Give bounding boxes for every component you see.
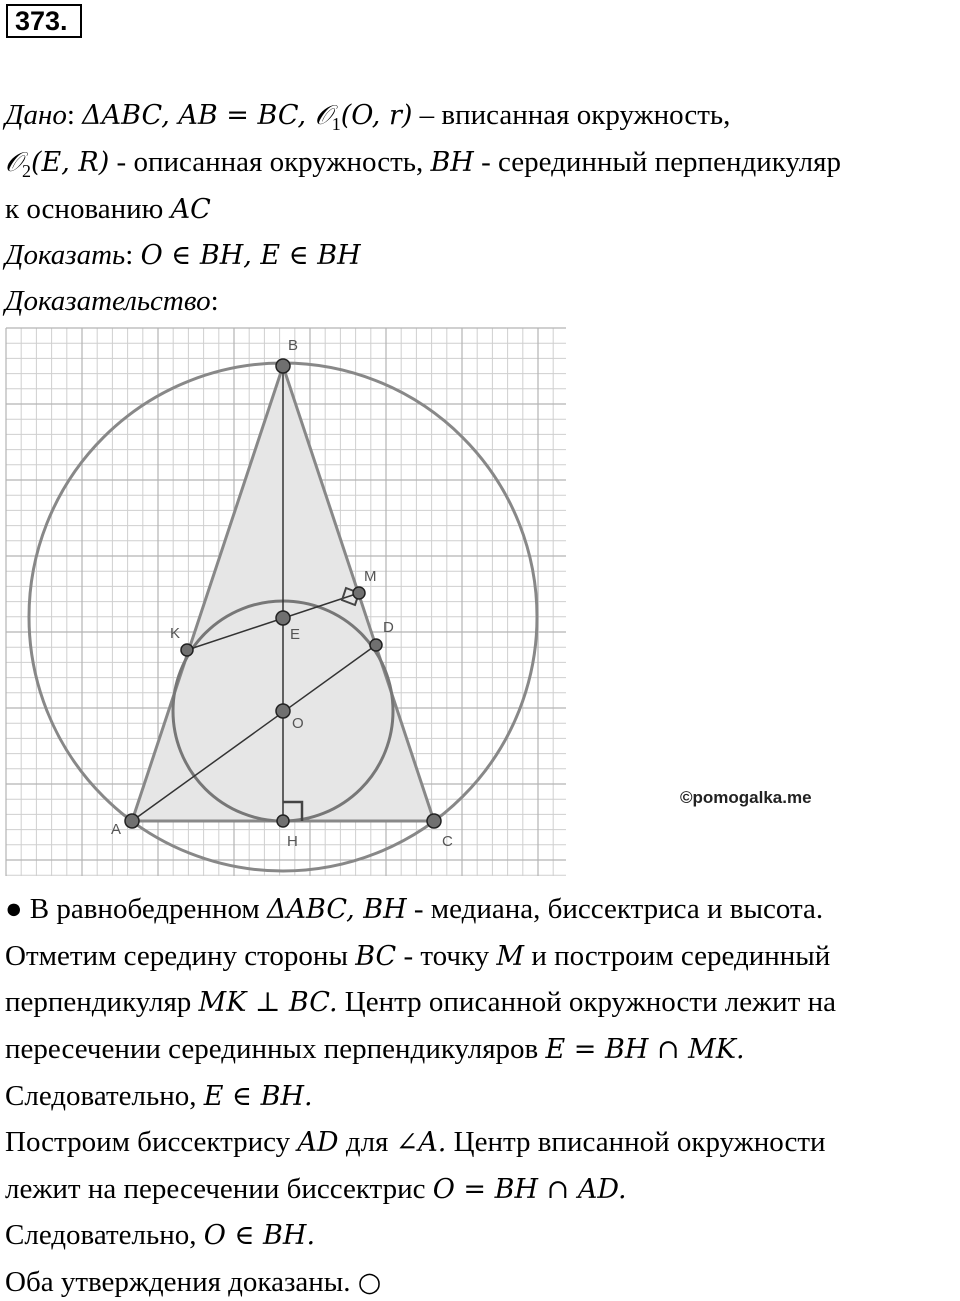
point-h — [277, 815, 289, 827]
label-o: O — [292, 715, 304, 732]
proof-heading: Доказательство: — [5, 285, 219, 317]
label-h: H — [287, 833, 298, 850]
point-m — [353, 587, 365, 599]
label-k: K — [170, 625, 181, 642]
problem-number: 373. — [6, 4, 82, 38]
label-m: M — [364, 568, 377, 585]
proof-line-5: Следовательно, E ∈ BH. — [5, 1080, 313, 1112]
point-e — [276, 611, 290, 625]
proof-line-1: ● В равнобедренном ΔABC, BH - медиана, биссектриса и высота. — [5, 893, 824, 925]
label-d: D — [383, 619, 394, 636]
proof-line-8: Следовательно, O ∈ BH. — [5, 1219, 316, 1251]
proof-line-4: пересечении серединных перпендикуляров E = BH ∩ MK. — [5, 1033, 745, 1065]
point-a — [125, 814, 139, 828]
qed-mark: ○ — [357, 1267, 382, 1298]
prove-line: Доказать: O ∈ BH, E ∈ BH — [5, 239, 361, 271]
point-d — [370, 639, 382, 651]
given-triangle: ΔABC, AB = BC, — [82, 100, 315, 131]
point-k — [181, 644, 193, 656]
point-b — [276, 359, 290, 373]
proof-line-2: Отметим середину стороны BC - точку M и построим серединный — [5, 940, 831, 972]
given-line-3: к основанию AC — [5, 193, 211, 225]
proof-line-7: лежит на пересечении биссектрис O = BH ∩ AD. — [5, 1173, 627, 1205]
given-label: Дано — [5, 99, 67, 131]
point-o — [276, 704, 290, 718]
prove-statement: O ∈ BH, E ∈ BH — [140, 240, 361, 271]
proof-line-6: Построим биссектрису AD для ∠A. Центр вписанной окружности — [5, 1126, 826, 1158]
prove-label: Доказать — [5, 239, 126, 271]
proof-line-3: перпендикуляр MK ⊥ BC. Центр описанной окружности лежит на — [5, 986, 836, 1018]
label-e: E — [290, 626, 301, 643]
point-c — [427, 814, 441, 828]
given-line-1: Дано: ΔABC, AB = BC, 𝒪$_1$(O, r) – вписанная окружность, — [5, 99, 731, 134]
label-a: A — [111, 821, 122, 838]
label-c: C — [442, 833, 453, 850]
label-b: B — [288, 337, 299, 354]
given-line-2: 𝒪$_2$(E, R) - описанная окружность, BH - серединный перпендикуляр — [5, 146, 841, 181]
proof-line-9: Оба утверждения доказаны. ○ — [5, 1266, 382, 1298]
geometry-figure — [0, 320, 580, 880]
watermark: ©pomogalka.me — [680, 788, 812, 807]
